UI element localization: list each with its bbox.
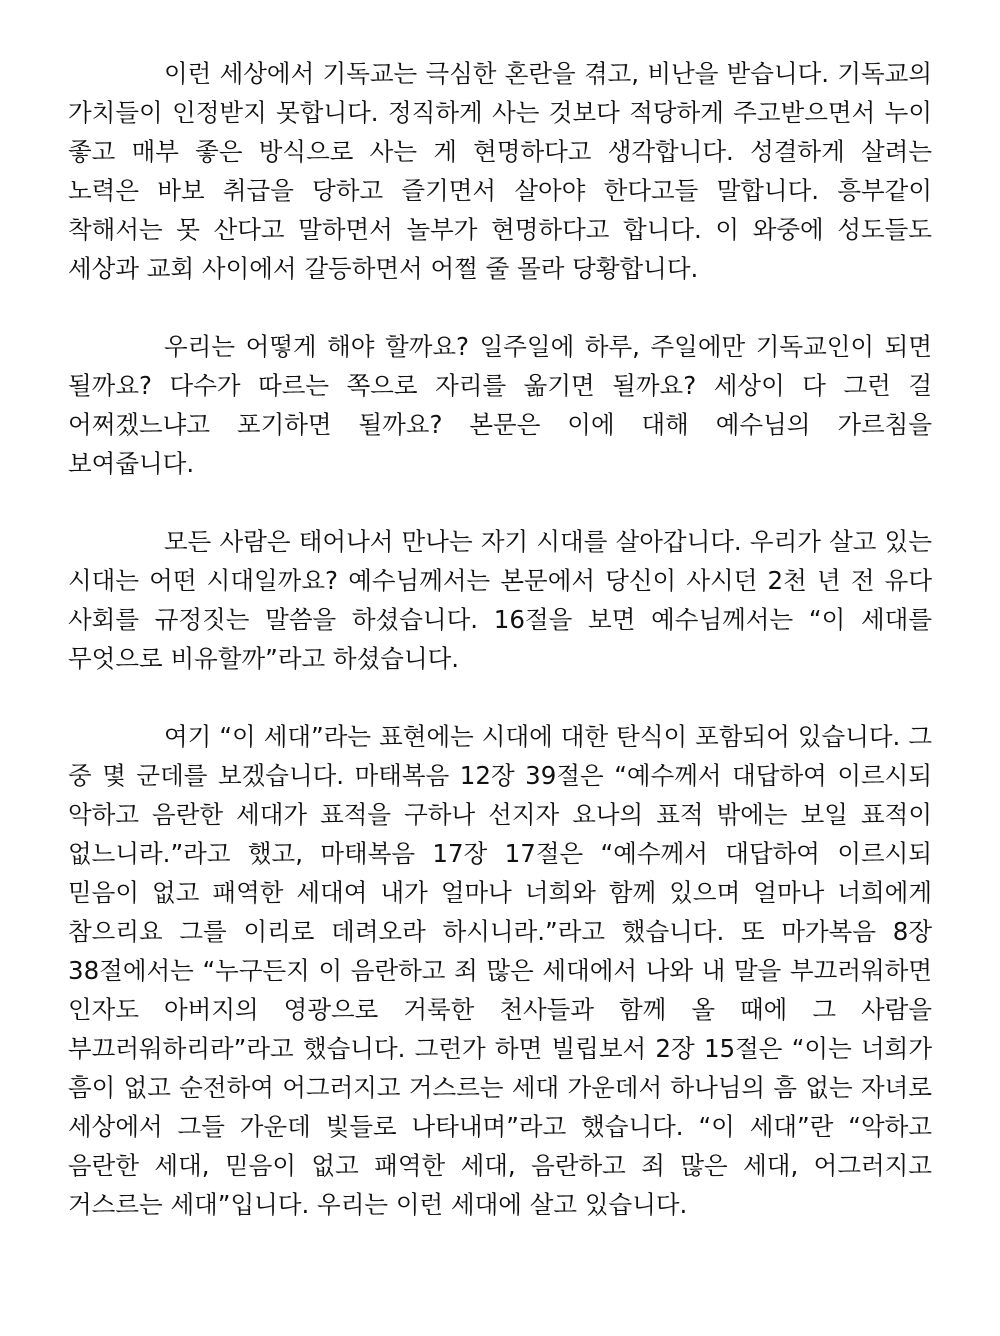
paragraph-3: 모든 사람은 태어나서 만나는 자기 시대를 살아갑니다. 우리가 살고 있는 시대는 어떤 시대일까요? 예수님께서는 본문에서 당신이 사시던 2천 년 전 유다 사회를 규정짓는 말씀을 하셨습니다. 16절을 보면 예수님께서는 “이 세대를 무엇으로 비유할까”라고 하셨습니다.	[68, 527, 932, 673]
paragraph-2: 우리는 어떻게 해야 할까요? 일주일에 하루, 주일에만 기독교인이 되면 될까요? 다수가 따르는 쪽으로 자리를 옮기면 될까요? 세상이 다 그런 걸 어쩌겠느냐고 포기하면 될까요? 본문은 이에 대해 예수님의 가르침을 보여줍니다.	[68, 332, 932, 478]
paragraph-4: 여기 “이 세대”라는 표현에는 시대에 대한 탄식이 포함되어 있습니다. 그 중 몇 군데를 보겠습니다. 마태복음 12장 39절은 “예수께서 대답하여 이르시되 악하고 음란한 세대가 표적을 구하나 선지자 요나의 표적 밖에는 보일 표적이 없느니라.”라고 했고, 마태복음 17장 17절은 “예수께서 대답하여 이르시되 믿음이 없고 패역한 세대여 내가 얼마나 너희와 함께 있으며 얼마나 너희에게 참으리요 그를 이리로 데려오라 하시니라.”라고 했습니다. 또 마가복음 8장 38절에서는 “누구든지 이 음란하고 죄 많은 세대에서 나와 내 말을 부끄러워하면 인자도 아버지의 영광으로 거룩한 천사들과 함께 올 때에 그 사람을 부끄러워하리라”라고 했습니다. 그런가 하면 빌립보서 2장 15절은 “이는 너희가 흠이 없고 순전하여 어그러지고 거스르는 세대 가운데서 하나님의 흠 없는 자녀로 세상에서 그들 가운데 빛들로 나타내며”라고 했습니다. “이 세대”란 “악하고 음란한 세대, 믿음이 없고 패역한 세대, 음란하고 죄 많은 세대, 어그러지고 거스르는 세대”입니다. 우리는 이런 세대에 살고 있습니다.	[68, 722, 932, 1219]
paragraph-1: 이런 세상에서 기독교는 극심한 혼란을 겪고, 비난을 받습니다. 기독교의 가치들이 인정받지 못합니다. 정직하게 사는 것보다 적당하게 주고받으면서 누이 좋고 매부 좋은 방식으로 사는 게 현명하다고 생각합니다. 성결하게 살려는 노력은 바보 취급을 당하고 즐기면서 살아야 한다고들 말합니다. 흥부같이 착해서는 못 산다고 말하면서 놀부가 현명하다고 합니다. 이 와중에 성도들도 세상과 교회 사이에서 갈등하면서 어쩔 줄 몰라 당황합니다.	[68, 59, 932, 283]
document-page	[68, 54, 932, 1224]
